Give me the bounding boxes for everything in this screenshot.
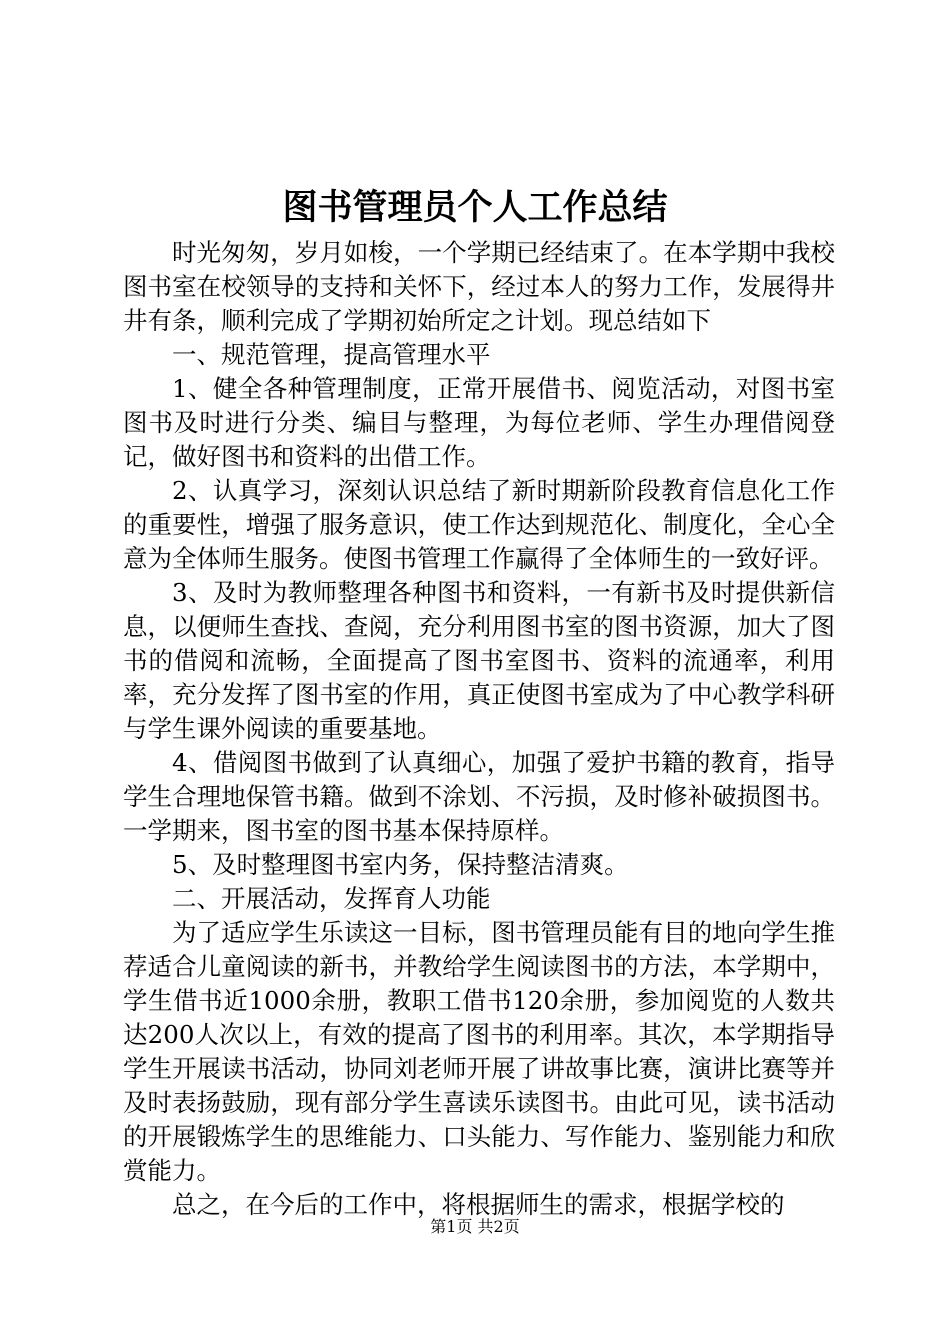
page-footer: 第1页 共2页	[430, 1217, 520, 1236]
paragraph-conclusion: 总之，在今后的工作中，将根据师生的需求，根据学校的	[172, 1190, 785, 1219]
list-item-2: 2、认真学习，深刻认识总结了新时期新阶段教育信息化工作的重要性，增强了服务意识，使工作达到规范化、制度化，全心全意为全体师生服务。使图书管理工作赢得了全体师生的一致好评。	[123, 476, 835, 573]
list-item-3: 3、及时为教师整理各种图书和资料，一有新书及时提供新信息，以便师生查找、查阅，充分利用图书室的图书资源，加大了图书的借阅和流畅，全面提高了图书室图书、资料的流通率，利用率，充分发挥了图书室的作用，真正使图书室成为了中心教学科研与学生课外阅读的重要基地。	[123, 578, 835, 743]
list-item-5: 5、及时整理图书室内务，保持整洁清爽。	[172, 850, 629, 879]
list-item-4: 4、借阅图书做到了认真细心，加强了爱护书籍的教育，指导学生合理地保管书籍。做到不涂划、不污损，及时修补破损图书。一学期来，图书室的图书基本保持原样。	[123, 748, 835, 845]
section-heading-2: 二、开展活动，发挥育人功能	[172, 884, 491, 913]
section-heading-1: 一、规范管理，提高管理水平	[172, 340, 491, 369]
paragraph-activities: 为了适应学生乐读这一目标，图书管理员能有目的地向学生推荐适合儿童阅读的新书，并教给学生阅读图书的方法，本学期中，学生借书近1000余册，教职工借书120余册，参加阅览的人数共达200人次以上，有效的提高了图书的利用率。其次，本学期指导学生开展读书活动，协同刘老师开展了讲故事比赛，演讲比赛等并及时表扬鼓励，现有部分学生喜读乐读图书。由此可见，读书活动的开展锻炼学生的思维能力、口头能力、写作能力、鉴别能力和欣赏能力。	[123, 918, 835, 1185]
document-body	[123, 236, 835, 1222]
page-title: 图书管理员个人工作总结	[282, 188, 668, 228]
paragraph-intro: 时光匆匆，岁月如梭，一个学期已经结束了。在本学期中我校图书室在校领导的支持和关怀下，经过本人的努力工作，发展得井井有条，顺利完成了学期初始所定之计划。现总结如下	[123, 238, 835, 335]
list-item-1: 1、健全各种管理制度，正常开展借书、阅览活动，对图书室图书及时进行分类、编目与整理，为每位老师、学生办理借阅登记，做好图书和资料的出借工作。	[123, 374, 835, 471]
